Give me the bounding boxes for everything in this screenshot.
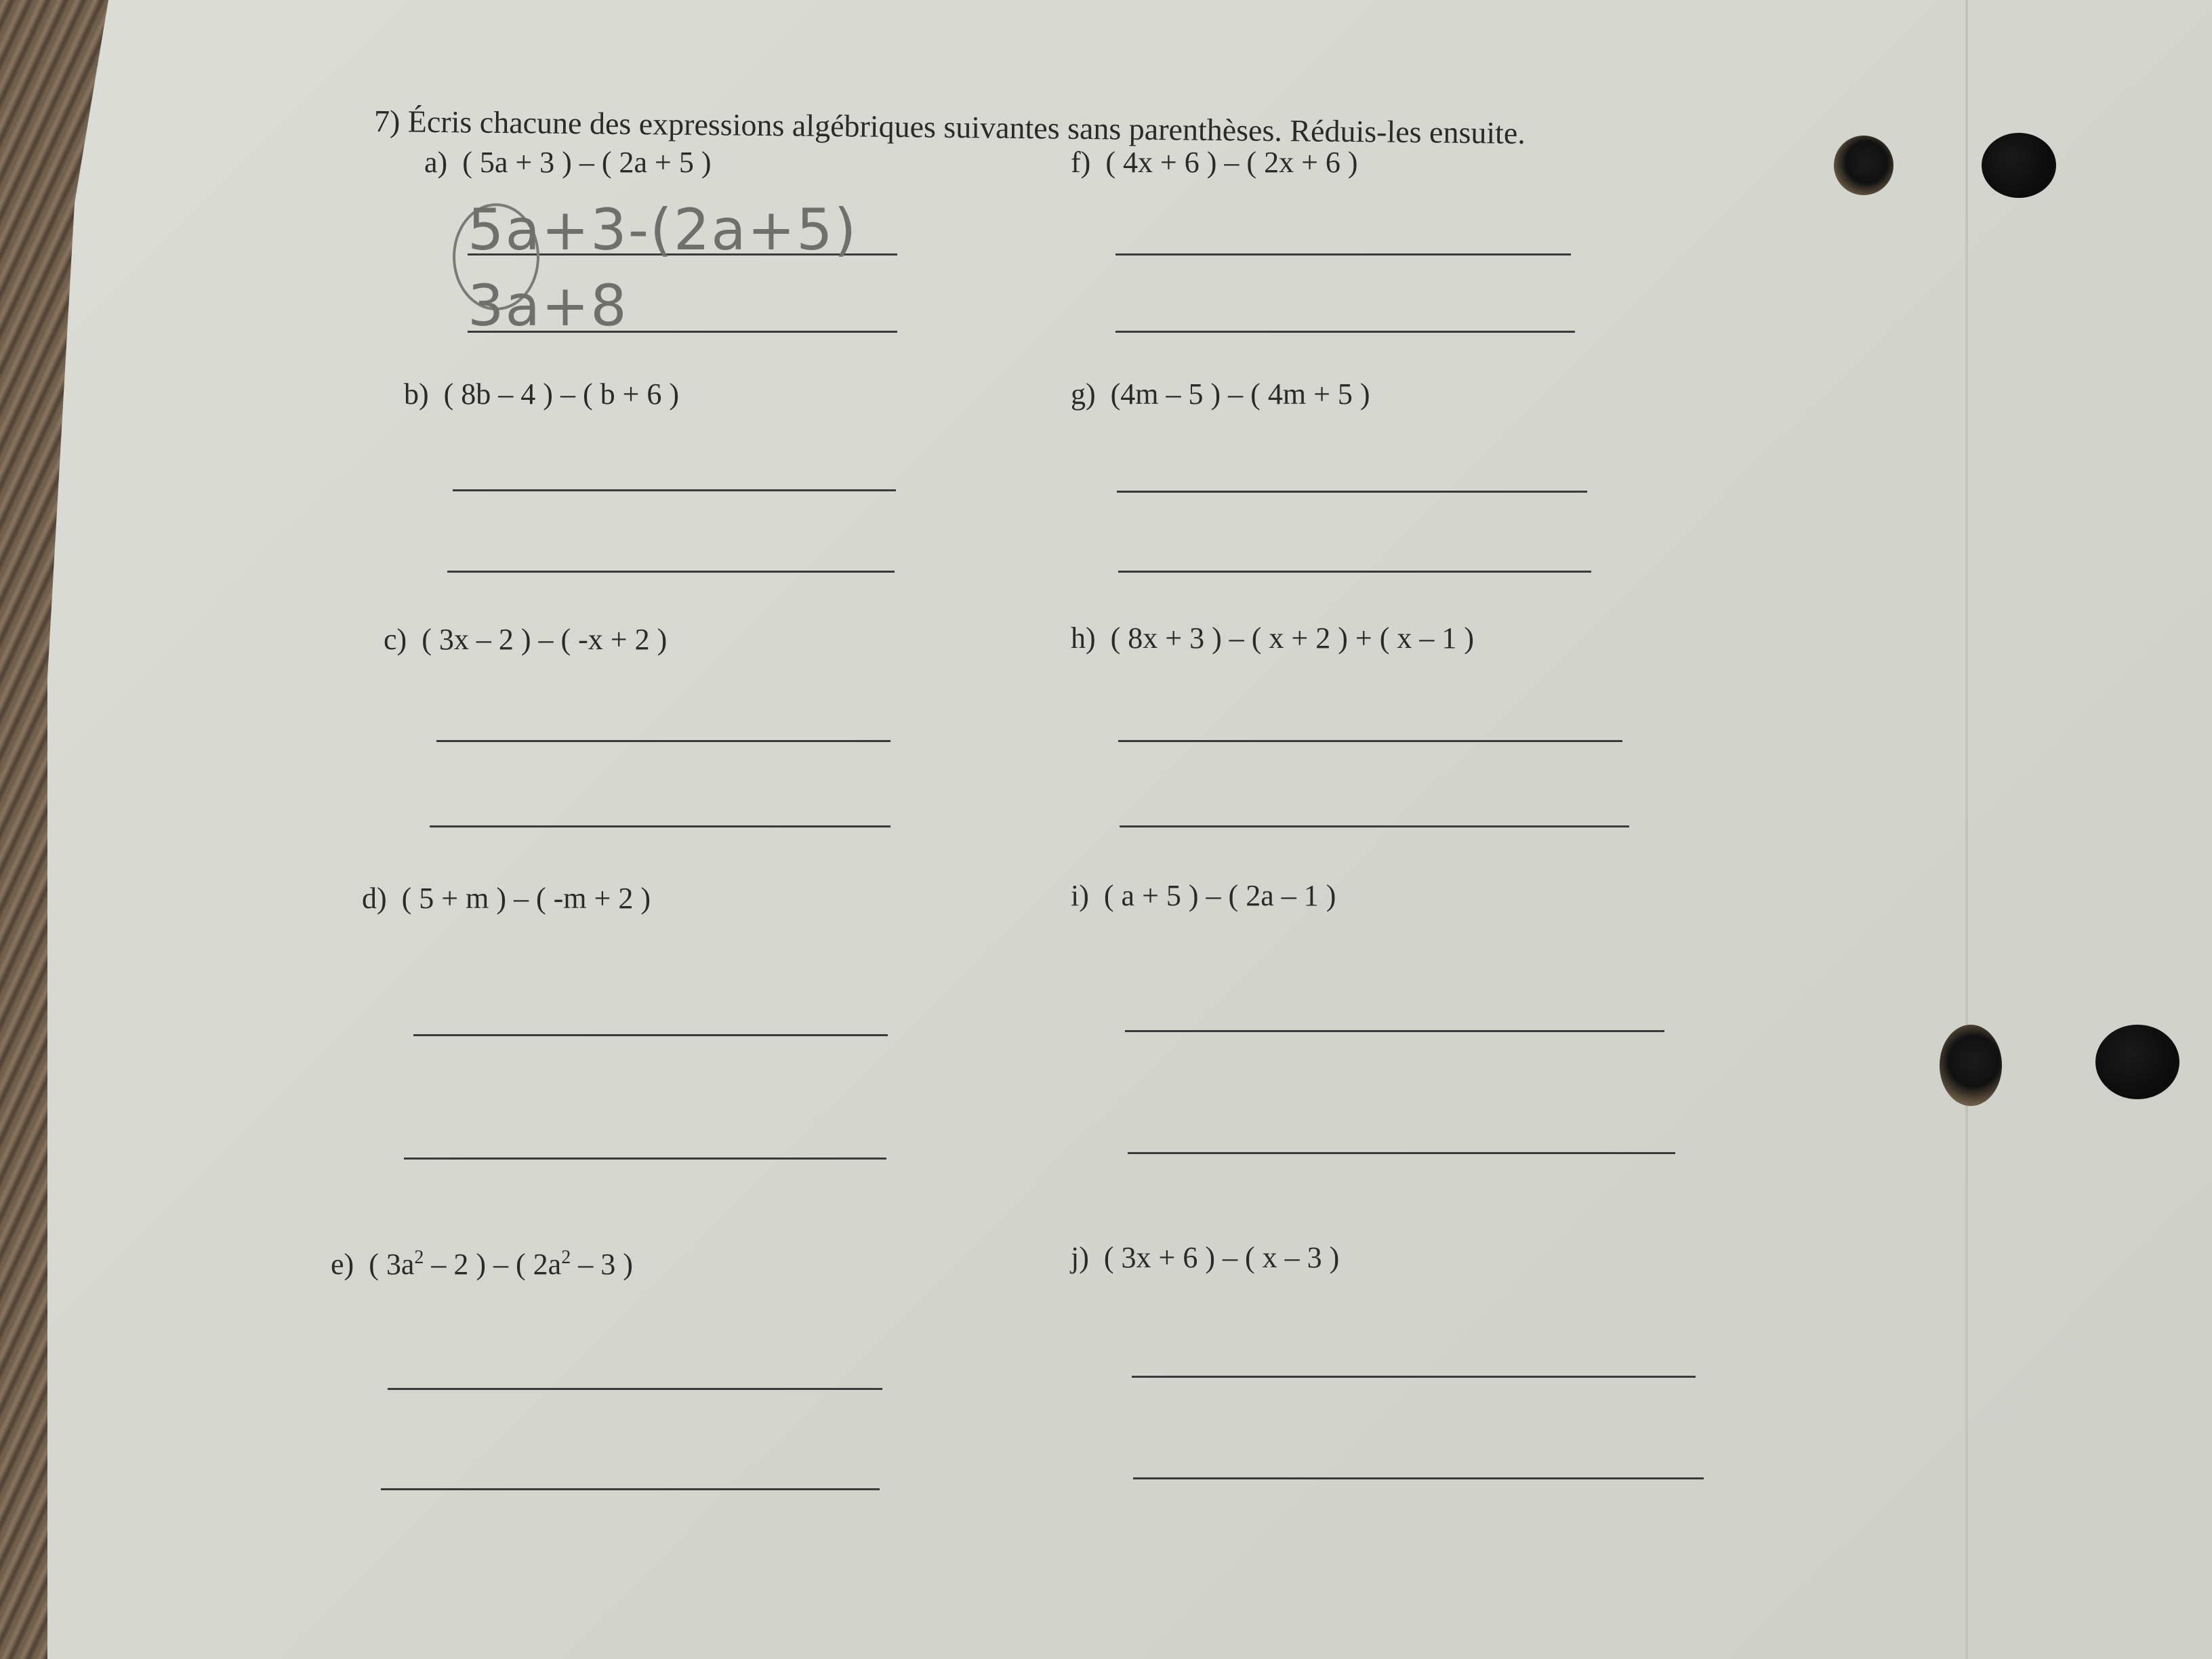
question-title: 7) Écris chacune des expressions algébriques suivantes sans parenthèses. Réduis-les ensuite. (373, 104, 1526, 150)
exercise-c (384, 622, 667, 657)
answer-line-g1 (1117, 491, 1587, 493)
punch-hole-bottom-left (1940, 1025, 2002, 1106)
exercise-a (424, 145, 711, 180)
exercise-f-expression: ( 4x + 6 ) – ( 2x + 6 ) (1105, 146, 1358, 179)
exercise-h-expression: ( 8x + 3 ) – ( x + 2 ) + ( x – 1 ) (1110, 621, 1475, 655)
exercise-b-expression: ( 8b – 4 ) – ( b + 6 ) (443, 377, 680, 411)
answer-line-h1 (1118, 740, 1622, 742)
exercise-h-label: h) (1071, 621, 1096, 655)
exercise-g-expression: (4m – 5 ) – ( 4m + 5 ) (1110, 377, 1370, 411)
exercise-g-label: g) (1071, 377, 1096, 411)
exercise-e-label: e) (331, 1248, 354, 1281)
worksheet-page (47, 0, 2212, 1659)
exercise-g (1071, 377, 1370, 411)
answer-line-f2 (1115, 331, 1575, 333)
answer-line-b1 (453, 489, 896, 491)
answer-line-b2 (447, 571, 895, 573)
exercise-a-label: a) (424, 146, 448, 179)
answer-line-i2 (1128, 1152, 1675, 1154)
handwritten-answer-a-line2: 3a+8 (468, 272, 628, 339)
page-fold-edge (1965, 0, 1968, 1659)
exercise-i-label: i) (1071, 879, 1089, 912)
exercise-c-label: c) (384, 623, 407, 656)
answer-line-h2 (1120, 825, 1629, 827)
exercise-h (1071, 621, 1474, 655)
answer-line-j1 (1132, 1376, 1696, 1378)
exercise-j-label: j) (1071, 1241, 1089, 1274)
exercise-b (404, 377, 679, 411)
exercise-d (362, 881, 651, 916)
answer-line-e2 (381, 1488, 880, 1490)
exercise-e-expr-mid: – 2 ) – ( 2a (424, 1248, 562, 1281)
answer-line-c2 (430, 825, 890, 827)
exercise-j (1071, 1240, 1339, 1275)
answer-line-d2 (404, 1158, 886, 1160)
exercise-i-expression: ( a + 5 ) – ( 2a – 1 ) (1103, 879, 1336, 912)
exercise-a-expression: ( 5a + 3 ) – ( 2a + 5 ) (462, 146, 712, 179)
exercise-j-expression: ( 3x + 6 ) – ( x – 3 ) (1103, 1241, 1340, 1274)
punch-hole-top-left (1834, 136, 1893, 195)
exercise-e-exponent-2: 2 (561, 1247, 571, 1268)
exercise-c-expression: ( 3x – 2 ) – ( -x + 2 ) (422, 623, 668, 656)
answer-line-g2 (1118, 571, 1591, 573)
handwritten-answer-a-line1: 5a+3-(2a+5) (468, 197, 858, 263)
exercise-e-expr-pre: ( 3a (369, 1248, 415, 1281)
punch-hole-bottom-right (2095, 1025, 2179, 1099)
answer-line-e1 (388, 1388, 882, 1390)
exercise-e-exponent-1: 2 (414, 1247, 424, 1268)
answer-line-c1 (436, 740, 890, 742)
exercise-f (1071, 145, 1358, 180)
exercise-f-label: f) (1071, 146, 1091, 179)
exercise-d-expression: ( 5 + m ) – ( -m + 2 ) (401, 882, 651, 915)
exercise-b-label: b) (404, 377, 429, 411)
answer-line-f1 (1115, 253, 1571, 255)
exercise-e (331, 1247, 633, 1282)
answer-line-d1 (413, 1034, 888, 1036)
answer-line-i1 (1125, 1030, 1664, 1032)
exercise-e-expr-post: – 3 ) (571, 1248, 633, 1281)
exercise-i (1071, 878, 1336, 913)
exercise-d-label: d) (362, 882, 387, 915)
answer-line-j2 (1133, 1477, 1704, 1479)
punch-hole-top-right (1982, 133, 2056, 198)
